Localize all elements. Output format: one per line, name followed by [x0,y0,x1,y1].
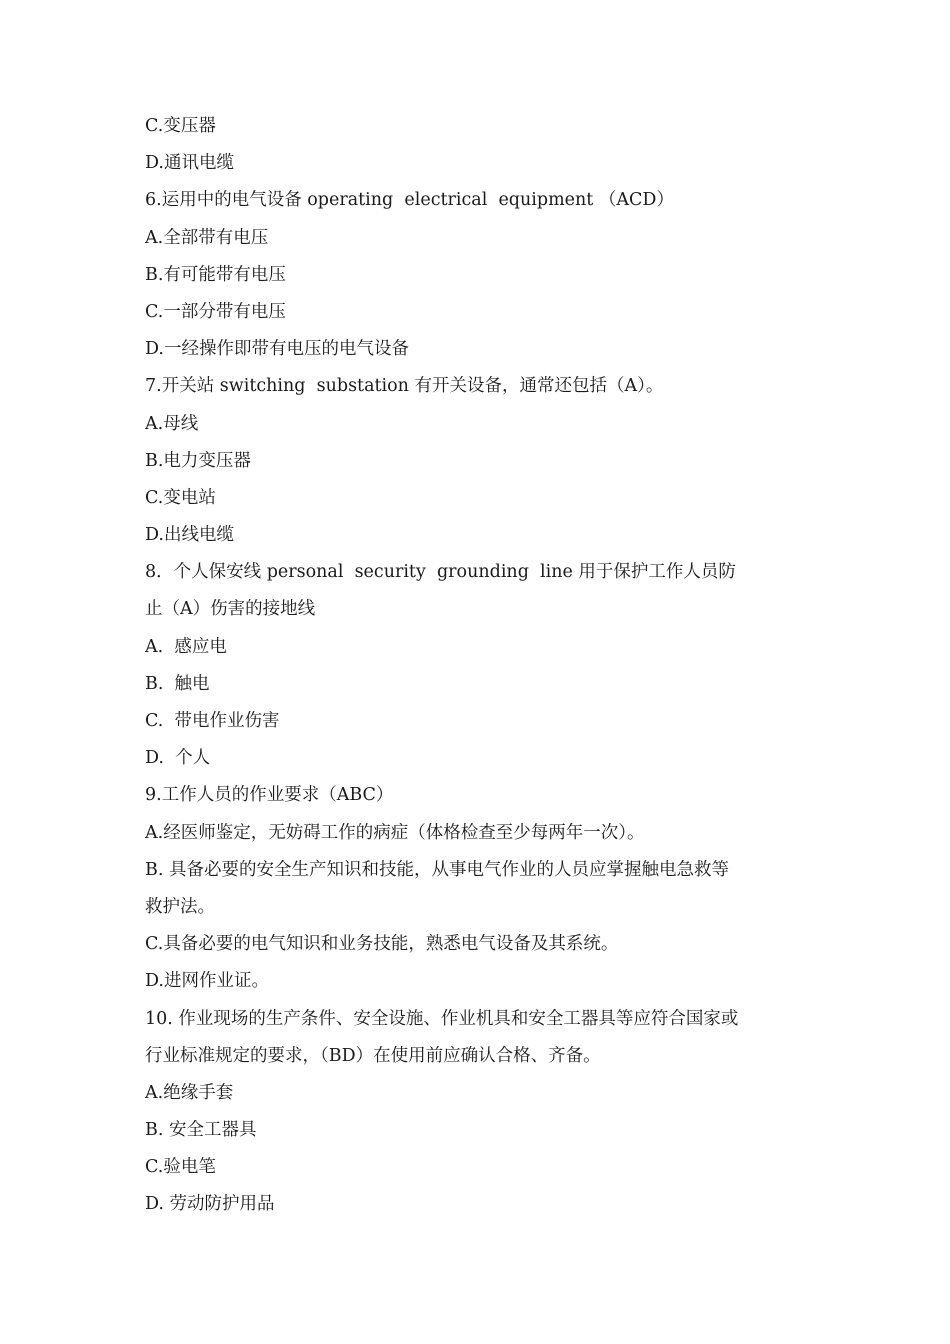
option-line-continued: 救护法。 [145,896,215,917]
question-line-continued: 止（A）伤害的接地线 [145,599,316,620]
question-line-continued: 行业标准规定的要求，（BD）在使用前应确认合格、齐备。 [145,1045,601,1066]
question-line: 9.工作人员的作业要求（ABC） [145,785,394,806]
option-line: D.出线电缆 [145,525,234,546]
question-line: 7.开关站 switching substation 有开关设备，通常还包括（A）。 [145,376,664,397]
option-line: D.通讯电缆 [145,153,234,174]
option-line: B.电力变压器 [145,450,251,471]
option-line: D.进网作业证。 [145,971,269,992]
option-line: A. 感应电 [145,636,227,657]
question-line: 6.运用中的电气设备 operating electrical equipment （ACD） [145,190,674,211]
option-line: B. 安全工器具 [145,1120,257,1141]
option-line: B.有可能带有电压 [145,264,286,285]
option-line: C. 带电作业伤害 [145,711,280,731]
option-line: D. 劳动防护用品 [145,1194,275,1215]
document-body [145,108,795,1224]
option-line: A.全部带有电压 [145,227,269,248]
option-line: A.母线 [145,413,199,434]
question-line: 10. 作业现场的生产条件、安全设施、作业机具和安全工器具等应符合国家或 [145,1008,739,1029]
option-line: A.绝缘手套 [145,1082,234,1103]
option-line: C.具备必要的电气知识和业务技能，熟悉电气设备及其系统。 [145,934,619,955]
option-line: C.变电站 [145,487,216,508]
option-line: A.经医师鉴定，无妨碍工作的病症（体格检查至少每两年一次）。 [145,822,645,843]
option-line: C.变压器 [145,116,216,136]
option-line: C.验电笔 [145,1157,216,1178]
question-line: 8．个人保安线 personal security grounding line 用于保护工作人员防 [145,562,736,583]
option-line: D.一经操作即带有电压的电气设备 [145,339,409,360]
option-line: C.一部分带有电压 [145,301,286,322]
option-line: B. 触电 [145,673,210,694]
option-line: B. 具备必要的安全生产知识和技能，从事电气作业的人员应掌握触电急救等 [145,859,729,880]
option-line: D. 个人 [145,748,211,769]
